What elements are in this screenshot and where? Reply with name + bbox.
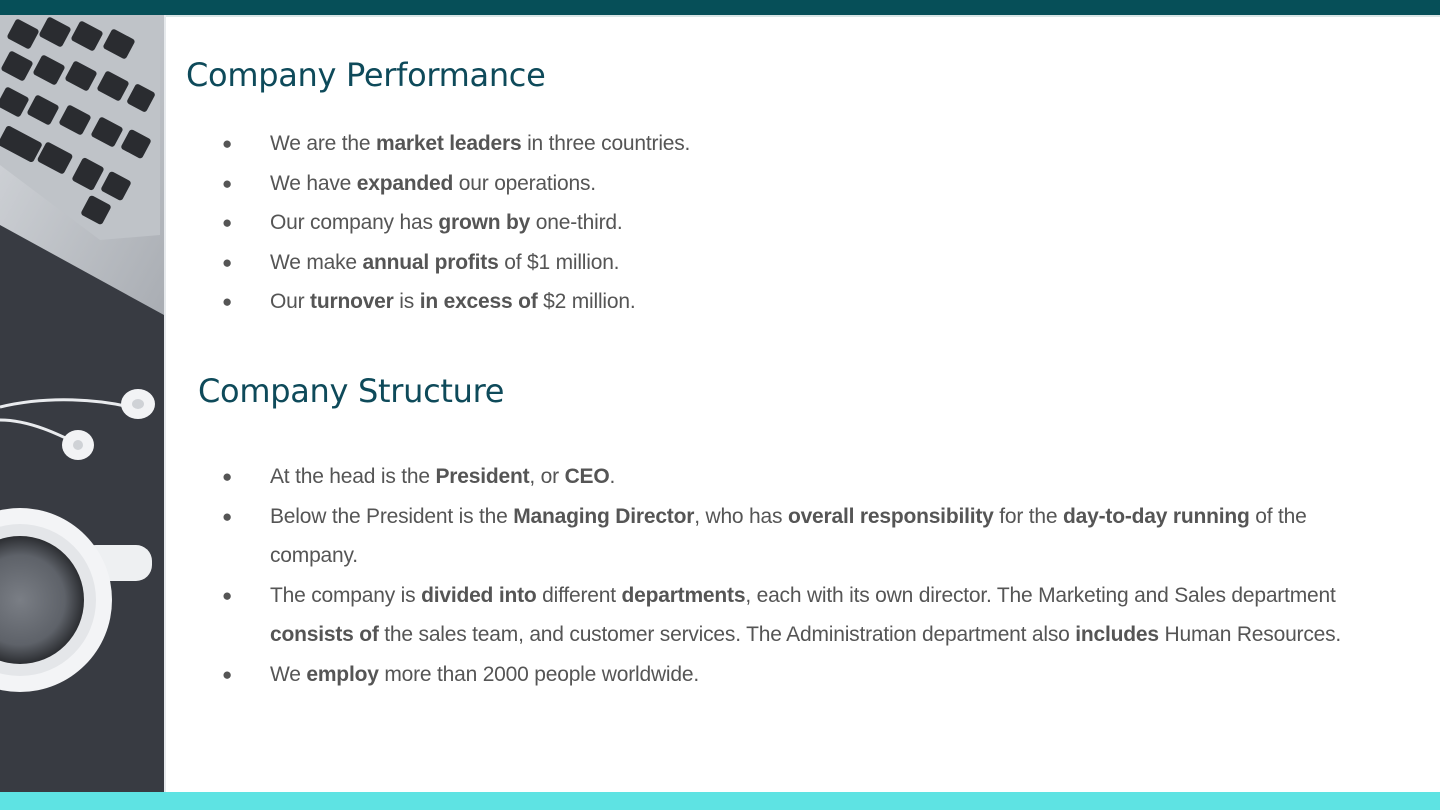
photo-divider <box>164 15 166 792</box>
item-text: Our <box>270 290 311 313</box>
list-item <box>222 124 1392 164</box>
item-text: different <box>536 583 622 607</box>
bullet-icon: ● <box>222 664 233 684</box>
emphasized-text: annual profits <box>362 250 499 274</box>
item-text: for the <box>993 504 1064 528</box>
item-text: is <box>393 290 420 313</box>
bullet-icon: ● <box>222 585 233 605</box>
item-text: more than 2000 people worldwide. <box>378 662 699 686</box>
item-text: of the company. <box>270 504 1307 567</box>
item-text: At the head is the <box>270 465 436 488</box>
bullet-icon: ● <box>222 134 233 153</box>
top-accent-bar <box>0 0 1440 15</box>
item-text: , each with its own director. The Marketing and Sales department <box>745 583 1336 607</box>
list-item <box>222 497 1392 576</box>
list-item <box>222 457 1392 497</box>
list-item <box>222 655 1392 695</box>
item-text: Human Resources. <box>1158 623 1342 646</box>
performance-bullet-list <box>222 124 1392 322</box>
item-text: The company is <box>270 583 422 607</box>
bullet-icon: ● <box>222 506 233 526</box>
emphasized-text: market leaders <box>375 132 522 155</box>
company-performance-heading: Company Performance <box>186 56 546 94</box>
item-text: We are the <box>270 132 376 155</box>
emphasized-text: President <box>435 465 530 488</box>
emphasized-text: day-to-day running <box>1063 504 1250 528</box>
emphasized-text: employ <box>306 662 379 686</box>
emphasized-text: includes <box>1075 623 1159 646</box>
emphasized-text: turnover <box>310 290 394 313</box>
item-text: Our company has <box>270 211 439 234</box>
structure-bullet-list <box>222 457 1392 694</box>
bullet-icon: ● <box>222 252 233 272</box>
item-text: $2 million. <box>537 290 636 313</box>
list-item <box>222 282 1392 322</box>
item-text: one-third. <box>530 211 623 234</box>
emphasized-text: CEO <box>564 465 610 488</box>
bullet-icon: ● <box>222 173 233 193</box>
item-text: Below the President is the <box>270 504 514 528</box>
item-text: . <box>609 465 616 488</box>
item-text: the sales team, and customer services. The Administration department also <box>378 623 1076 646</box>
emphasized-text: grown by <box>438 211 531 234</box>
emphasized-text: expanded <box>356 171 454 195</box>
company-structure-heading: Company Structure <box>198 372 505 410</box>
item-text: , who has <box>694 504 788 528</box>
item-text: in three countries. <box>521 132 691 155</box>
list-item <box>222 243 1392 283</box>
emphasized-text: Managing Director <box>513 504 695 528</box>
emphasized-text: consists of <box>270 623 379 646</box>
item-text: our operations. <box>453 171 596 195</box>
item-text: We <box>270 662 307 686</box>
list-item <box>222 576 1392 655</box>
item-text: , or <box>529 465 565 488</box>
bullet-icon: ● <box>222 292 233 311</box>
emphasized-text: overall responsibility <box>787 504 994 528</box>
item-text: We have <box>270 171 357 195</box>
desk-photo <box>0 15 164 792</box>
emphasized-text: divided into <box>421 583 537 607</box>
item-text: We make <box>270 250 363 274</box>
list-item <box>222 203 1392 243</box>
bullet-icon: ● <box>222 467 233 486</box>
bullet-icon: ● <box>222 213 233 232</box>
bottom-accent-bar <box>0 792 1440 810</box>
list-item <box>222 164 1392 204</box>
emphasized-text: departments <box>621 583 746 607</box>
item-text: of $1 million. <box>498 250 620 274</box>
emphasized-text: in excess of <box>419 290 538 313</box>
